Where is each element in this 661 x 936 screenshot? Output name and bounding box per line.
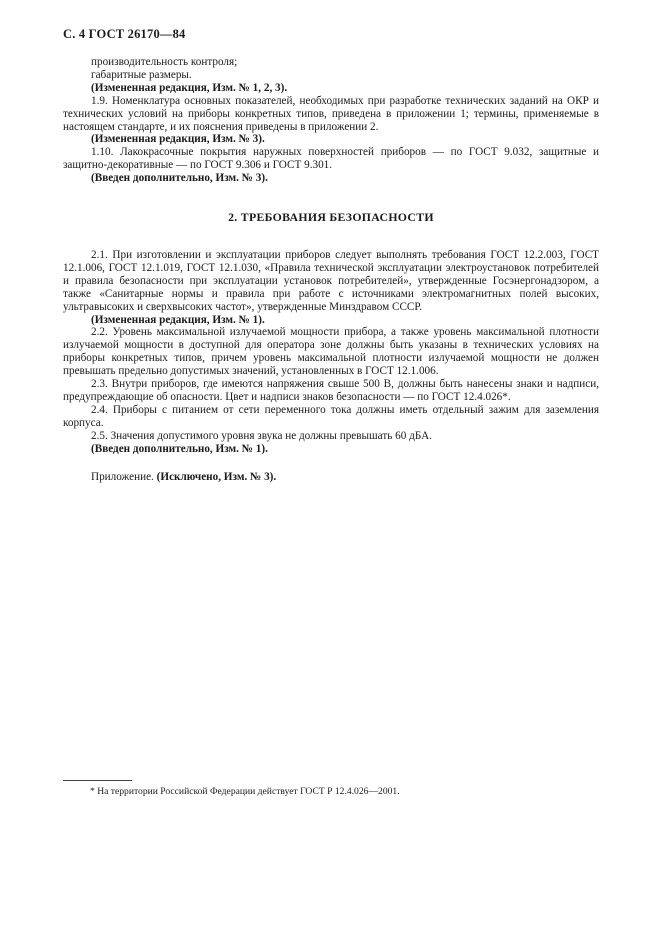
paragraph-2-4: 2.4. Приборы с питанием от сети переменного тока должны иметь отдельный зажим для заземления корпуса. — [63, 403, 599, 429]
amendment-note: (Введен дополнительно, Изм. № 1). — [91, 442, 268, 455]
amendment-note: (Введен дополнительно, Изм. № 3). — [91, 172, 268, 185]
appendix-note — [63, 471, 599, 484]
paragraph-2-5: 2.5. Значения допустимого уровня звука не должны превышать 60 дБА. — [91, 429, 432, 442]
list-item-productivity: производительность контроля; — [91, 56, 238, 68]
amendment-note: (Измененная редакция, Изм. № 3). — [91, 133, 265, 146]
paragraph-2-3: 2.3. Внутри приборов, где имеются напряжения свыше 500 В, должны быть нанесены знаки и надписи, предупреждающие об опасности. Цвет и надписи знаков безопасности — по ГОСТ 12.4.026*. — [63, 378, 599, 403]
paragraph-2-2: 2.2. Уровень максимальной излучаемой мощности прибора, а также уровень максимальной плотности излучаемой мощности в доступной для оператора зоне должны быть указаны в технических условиях на приборы конкретных типов, причем уровень максимальной плотности излучаемой мощности не должен превышать предельно допустимых значений, установленных в ГОСТ 12.1.006. — [63, 326, 599, 378]
spacer — [63, 455, 599, 471]
paragraph-2-1: 2.1. При изготовлении и эксплуатации приборов следует выполнять требования ГОСТ 12.2.003, ГОСТ 12.1.006, ГОСТ 12.1.019, ГОСТ 12.1.030, «Правила технической эксплуатации электроустановок потребителей и правила безопасности при эксплуатации установок потребителей», утвержденные Госэнергонадзором, а также «Санитарные нормы и правила при работе с источниками электромагнитных полей высоких, ультравысоких и сверхвысоких частот», утвержденные Минздравом СССР. — [63, 248, 599, 313]
paragraph-1-10: 1.10. Лакокрасочные покрытия наружных поверхностей приборов — по ГОСТ 9.032, защитные и защитно-декоративные — по ГОСТ 9.306 и ГОСТ 9.301. — [63, 146, 599, 172]
footnote-divider — [63, 780, 132, 781]
amendment-note: (Измененная редакция, Изм. № 1). — [91, 313, 265, 326]
amendment-note: (Измененная редакция, Изм. № 1, 2, 3). — [91, 81, 288, 94]
list-item-dimensions: габаритные размеры. — [91, 68, 192, 81]
appendix-label: Приложение. — [91, 471, 154, 484]
document-body — [63, 56, 599, 484]
section-title-safety: 2. ТРЕБОВАНИЯ БЕЗОПАСНОСТИ — [228, 210, 434, 225]
paragraph-1-9: 1.9. Номенклатура основных показателей, необходимых при разработке технических заданий на ОКР и технических условий на приборы конкретных типов, приведена в приложении 1; термины, применяемые в настоящем стандарте, и их пояснения приведены в приложении 2. — [63, 94, 599, 133]
appendix-status: (Исключено, Изм. № 3). — [156, 471, 277, 484]
footnote: * На территории Российской Федерации действует ГОСТ Р 12.4.026—2001. — [90, 786, 400, 797]
page-header: С. 4 ГОСТ 26170—84 — [63, 27, 186, 41]
